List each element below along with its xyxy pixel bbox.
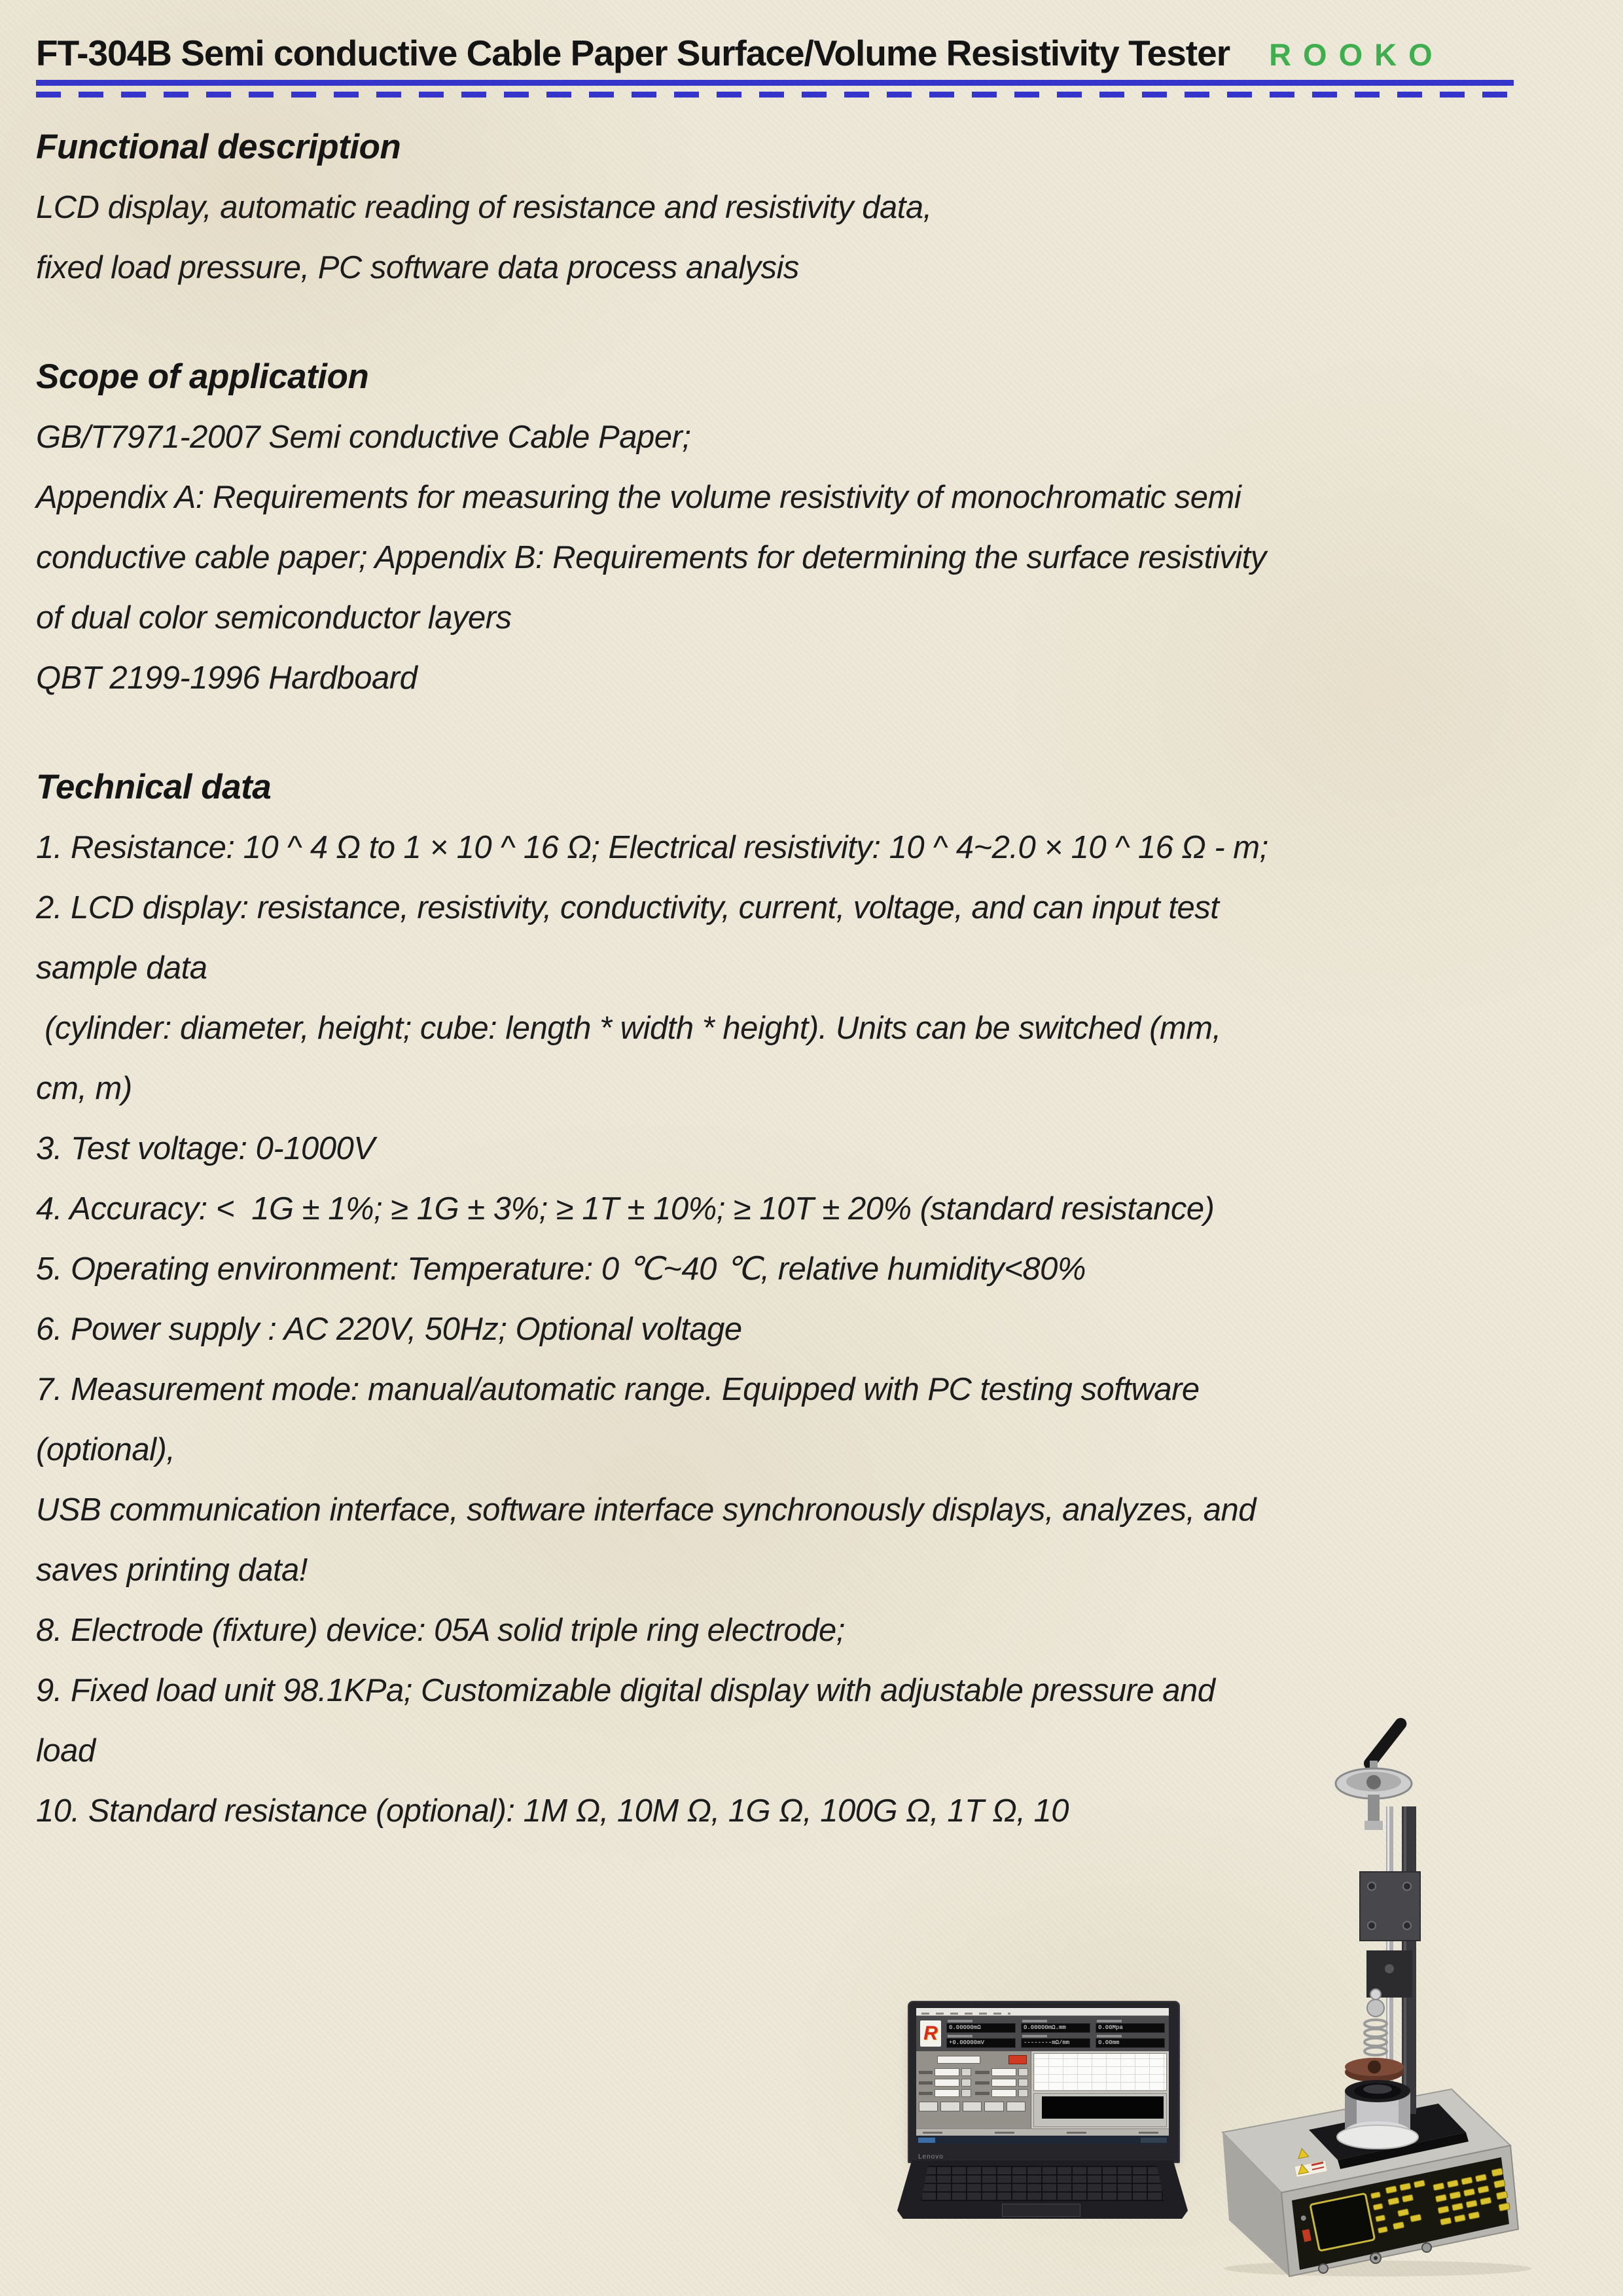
- text-line: GB/T7971-2007 Semi conductive Cable Paper;: [36, 420, 691, 455]
- text-line: 8. Electrode (fixture) device: 05A solid triple ring electrode;: [36, 1613, 845, 1648]
- text-line: Appendix A: Requirements for measuring the volume resistivity of monochromatic semi: [36, 480, 1241, 515]
- readout-grid: [946, 2020, 1165, 2048]
- handwheel-hub: [1366, 1775, 1381, 1789]
- settings-button: [963, 2102, 982, 2111]
- readout-value: 0.00Mpa: [1096, 2023, 1165, 2032]
- text-line: cm, m): [36, 1071, 132, 1106]
- handwheel-collar: [1364, 1821, 1383, 1830]
- readout-label-bar: [948, 2035, 972, 2038]
- instrument-bracket: [1360, 1872, 1420, 1941]
- chart-panel: [1031, 2051, 1169, 2128]
- settings-buttons: [919, 2102, 1028, 2111]
- readout-field: [946, 2035, 1016, 2048]
- app-logo-icon: R: [920, 2020, 941, 2047]
- settings-input-row: [919, 2089, 1028, 2097]
- readout-field: [1021, 2035, 1090, 2048]
- mechanism-knob: [1367, 2000, 1384, 2017]
- handwheel-shaft: [1368, 1795, 1380, 1823]
- app-body: [916, 2051, 1169, 2128]
- mechanism-knob-top: [1370, 1989, 1381, 2000]
- readout-label-bar: [1097, 2035, 1122, 2038]
- laptop-keyboard: [921, 2166, 1164, 2201]
- slider-screw: [1385, 1964, 1394, 1973]
- settings-panel: [916, 2051, 1031, 2128]
- title-underline-dashed: [36, 92, 1514, 98]
- app-statusbar: [916, 2128, 1169, 2136]
- chart-area: [1033, 2053, 1167, 2091]
- settings-button: [940, 2102, 959, 2111]
- settings-input-row: [919, 2079, 1028, 2087]
- settings-button: [1007, 2102, 1026, 2111]
- instrument-screen: [1310, 2193, 1375, 2251]
- laptop-photo: [897, 2001, 1188, 2219]
- dropdown-box: [937, 2056, 980, 2064]
- settings-dropdown-row: [937, 2055, 1028, 2064]
- title-underline-solid: [36, 80, 1514, 86]
- bracket-screw: [1368, 1922, 1376, 1929]
- readout-label-bar: [1097, 2020, 1122, 2023]
- bracket-screw: [1403, 1882, 1411, 1890]
- text-line: 7. Measurement mode: manual/automatic range. Equipped with PC testing software: [36, 1372, 1200, 1407]
- text-line: 5. Operating environment: Temperature: 0 ℃~40 ℃, relative humidity<80%: [36, 1251, 1086, 1287]
- electrode-inner: [1363, 2085, 1392, 2094]
- text-line: (optional),: [36, 1432, 175, 1467]
- readout-field: [1096, 2020, 1165, 2033]
- stop-button: [1008, 2055, 1027, 2064]
- readout-value: --------mΩ/mm: [1021, 2038, 1090, 2047]
- electrode-flange: [1337, 2125, 1418, 2149]
- bracket-screw: [1368, 1882, 1376, 1890]
- product-photos: [877, 1702, 1623, 2296]
- settings-button: [919, 2102, 938, 2111]
- settings-input-row: [919, 2068, 1028, 2076]
- laptop-trackpad: [1002, 2204, 1080, 2217]
- text-line: 6. Power supply : AC 220V, 50Hz; Optional voltage: [36, 1312, 742, 1347]
- text-line: conductive cable paper; Appendix B: Requirements for determining the surface resistivity: [36, 540, 1266, 575]
- laptop-base: [897, 2161, 1188, 2219]
- text-line: 1. Resistance: 10 ^ 4 Ω to 1 × 10 ^ 16 Ω; Electrical resistivity: 10 ^ 4~2.0 × 10 ^ 16 Ω - m;: [36, 830, 1268, 865]
- laptop-brand-label: Lenovo: [918, 2153, 944, 2161]
- bracket-screw: [1403, 1922, 1411, 1929]
- text-line: load: [36, 1733, 96, 1768]
- page-header: [0, 0, 1623, 98]
- readout-value: 0.00000mΩ: [946, 2023, 1016, 2032]
- text-line: 10. Standard resistance (optional): 1M Ω, 10M Ω, 1G Ω, 100G Ω, 1T Ω, 10: [36, 1793, 1069, 1829]
- page-title: FT-304B Semi conductive Cable Paper Surface/Volume Resistivity Tester: [36, 33, 1230, 73]
- instrument-handle: [1361, 1715, 1409, 1772]
- press-disc-hub: [1368, 2060, 1381, 2073]
- laptop-lid: [908, 2001, 1180, 2163]
- readout-label-bar: [1022, 2020, 1047, 2023]
- readout-value: +0.00000mV: [946, 2038, 1016, 2047]
- mechanism-spring: [1364, 2020, 1387, 2055]
- brand-logo: ROOKO: [1269, 37, 1444, 72]
- readout-field: [1021, 2020, 1090, 2033]
- readout-label-bar: [1022, 2035, 1047, 2038]
- text-line: USB communication interface, software interface synchronously displays, analyzes, and: [36, 1492, 1256, 1528]
- sections: [36, 117, 1587, 1841]
- readout-field: [1096, 2035, 1165, 2048]
- text-line: of dual color semiconductor layers: [36, 600, 512, 636]
- readout-label-bar: [948, 2020, 972, 2023]
- readout-value: 0.00mm: [1096, 2038, 1165, 2047]
- readout-field: [946, 2020, 1016, 2033]
- text-line: 4. Accuracy: < 1G ± 1%; ≥ 1G ± 3%; ≥ 1T ± 10%; ≥ 10T ± 20% (standard resistance): [36, 1191, 1215, 1227]
- section-heading: Scope of application: [36, 357, 369, 396]
- settings-rows: [919, 2068, 1028, 2097]
- title-row: [36, 33, 1587, 73]
- text-line: (cylinder: diameter, height; cube: length * width * height). Units can be switched (mm,: [36, 1011, 1221, 1046]
- waveform-area: [1033, 2093, 1167, 2127]
- windows-taskbar: [916, 2136, 1169, 2144]
- text-line: LCD display, automatic reading of resistance and resistivity data,: [36, 190, 932, 225]
- laptop-screen: [916, 2008, 1169, 2144]
- section-heading: Functional description: [36, 128, 401, 166]
- readout-value: 0.00000mΩ.mm: [1021, 2023, 1090, 2032]
- app-header: [916, 2016, 1169, 2051]
- section-heading: Technical data: [36, 768, 272, 806]
- instrument-photo: [1211, 1708, 1564, 2278]
- text-line: sample data: [36, 950, 207, 986]
- text-line: saves printing data!: [36, 1552, 308, 1588]
- text-line: QBT 2199-1996 Hardboard: [36, 660, 418, 696]
- text-line: fixed load pressure, PC software data process analysis: [36, 250, 799, 285]
- text-line: 9. Fixed load unit 98.1KPa; Customizable digital display with adjustable pressure and: [36, 1673, 1215, 1708]
- text-line: 3. Test voltage: 0-1000V: [36, 1131, 375, 1166]
- app-titlebar: [916, 2008, 1169, 2016]
- settings-button: [984, 2102, 1003, 2111]
- text-line: 2. LCD display: resistance, resistivity, conductivity, current, voltage, and can input test: [36, 890, 1219, 925]
